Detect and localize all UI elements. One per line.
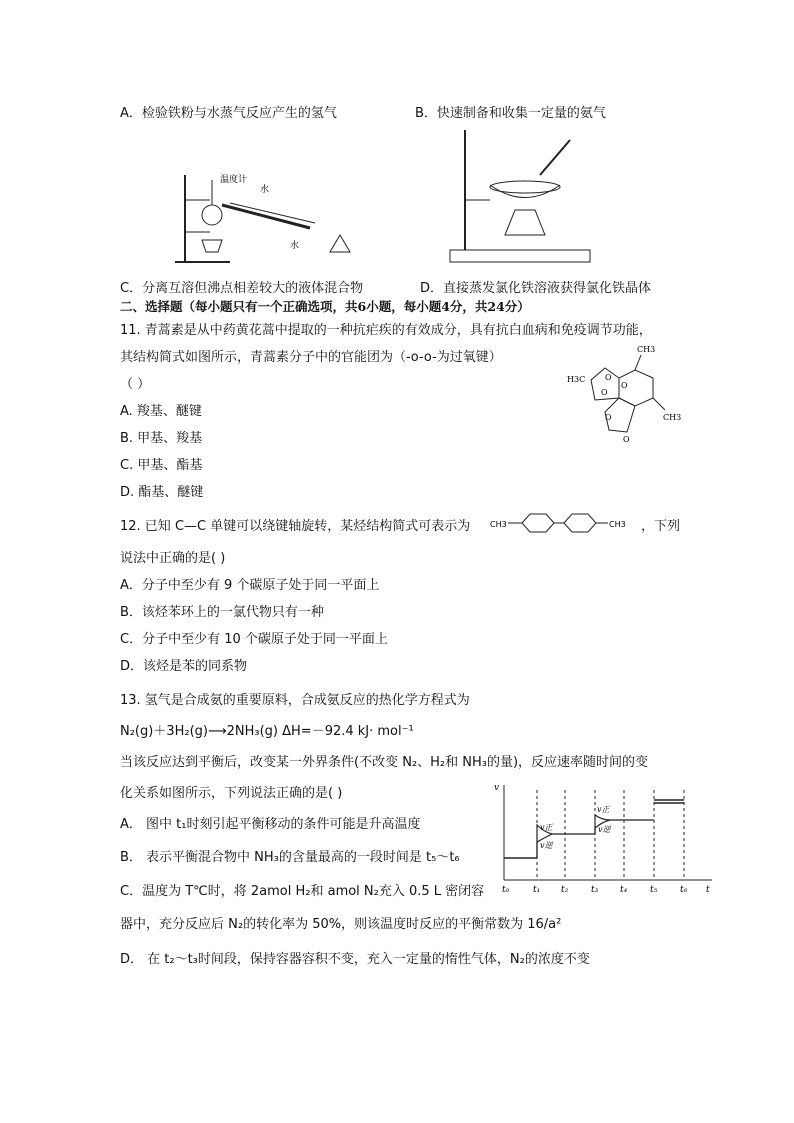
graph-v-forward-label-2: v正 <box>597 805 610 814</box>
water-out-label: 水 <box>290 241 300 251</box>
water-in-label: 水 <box>260 185 270 195</box>
q13-option-a: A． 图中 t₁时刻引起平衡移动的条件可能是升高温度 <box>120 817 421 832</box>
struct-h3c: H3C <box>567 375 586 384</box>
q12-option-a: A．分子中至少有 9 个碳原子处于同一平面上 <box>120 578 380 593</box>
biphenyl-formula <box>490 510 640 536</box>
section-heading: 二、选择题（每小题只有一个正确选项，共6小题，每小题4分，共24分） <box>120 299 530 314</box>
q11-stem-line2: 其结构简式如图所示，青蒿素分子中的官能团为（-o-o-为过氧键） <box>120 350 502 365</box>
q11-answer-paren: （ ） <box>120 377 151 392</box>
artemisinin-structure <box>565 340 685 445</box>
graph-tick-t6: t₆ <box>680 885 688 895</box>
q10-option-a: A．检验铁粉与水蒸气反应产生的氢气 <box>120 106 337 121</box>
graph-tick-t2: t₂ <box>561 885 569 895</box>
struct-o1: O <box>605 373 612 382</box>
q12-stem-end: ，下列 <box>641 519 681 534</box>
distillation-apparatus-figure <box>170 160 370 270</box>
formula-ch3-left: CH3 <box>490 520 507 529</box>
graph-x-axis-label: t <box>706 885 710 895</box>
q12-option-c: C．分子中至少有 10 个碳原子处于同一平面上 <box>120 632 388 647</box>
graph-tick-t4: t₄ <box>620 885 628 895</box>
thermometer-label: 温度计 <box>220 175 248 185</box>
graph-y-axis-label: v <box>494 783 500 793</box>
q11-option-d: D. 酯基、醚键 <box>120 485 204 500</box>
graph-tick-t3: t₃ <box>591 885 599 895</box>
struct-o3: O <box>621 381 628 390</box>
q10-option-b: B．快速制备和收集一定量的氨气 <box>415 106 606 121</box>
q13-option-c-line1: C．温度为 T℃时，将 2amol H₂和 amol N₂充入 0.5 L 密闭容 <box>120 884 485 899</box>
q13-stem-line2: 当该反应达到平衡后，改变某一外界条件(不改变 N₂、H₂和 NH₃的量)，反应速率随时间的变 <box>120 755 649 770</box>
q12-option-b: B．该烃苯环上的一氯代物只有一种 <box>120 605 324 620</box>
rate-time-graph <box>492 780 717 900</box>
graph-tick-t0: t₀ <box>502 885 510 895</box>
struct-o2: O <box>601 388 608 397</box>
q11-option-b: B. 甲基、羧基 <box>120 431 203 446</box>
q10-option-c: C．分离互溶但沸点相差较大的液体混合物 <box>120 281 364 296</box>
q13-stem-line1: 13. 氢气是合成氨的重要原料，合成氨反应的热化学方程式为 <box>120 693 470 708</box>
struct-ch3-top: CH3 <box>637 345 656 354</box>
q13-option-c-line2: 器中，充分反应后 N₂的转化率为 50%，则该温度时反应的平衡常数为 16/a² <box>120 917 562 932</box>
struct-o5: O <box>623 435 630 444</box>
q12-option-d: D．该烃是苯的同系物 <box>120 659 248 674</box>
formula-ch3-right: CH3 <box>609 520 626 529</box>
q13-option-b: B． 表示平衡混合物中 NH₃的含量最高的一段时间是 t₅～t₆ <box>120 850 460 865</box>
struct-ch3-right: CH3 <box>663 413 682 422</box>
q13-stem-line3: 化关系如图所示，下列说法正确的是( ) <box>120 786 343 801</box>
q12-stem-line2: 说法中正确的是( ) <box>120 551 226 566</box>
q11-stem-line1: 11. 青蒿素是从中药黄花蒿中提取的一种抗疟疾的有效成分，具有抗白血病和免疫调节功能， <box>120 323 652 338</box>
q13-equation: N₂(g)＋3H₂(g)⟶2NH₃(g) ΔH=－92.4 kJ· mol⁻¹ <box>120 724 414 739</box>
graph-tick-t5: t₅ <box>650 885 658 895</box>
struct-o4: O <box>605 413 612 422</box>
graph-v-forward-label: v正 <box>540 823 553 832</box>
q11-option-a: A. 羧基、醚键 <box>120 404 202 419</box>
q11-option-c: C. 甲基、酯基 <box>120 458 203 473</box>
q13-option-d: D． 在 t₂～t₃时间段，保持容器容积不变，充入一定量的惰性气体，N₂的浓度不变 <box>120 952 590 967</box>
q12-stem-line1: 12. 已知 C—C 单键可以绕键轴旋转，某烃结构简式可表示为 <box>120 519 471 534</box>
evaporation-apparatus-figure <box>445 125 595 273</box>
graph-tick-t1: t₁ <box>533 885 541 895</box>
q10-option-d: D．直接蒸发氯化铁溶液获得氯化铁晶体 <box>420 281 652 296</box>
graph-v-reverse-label: v逆 <box>540 841 553 850</box>
graph-v-reverse-label-2: v逆 <box>598 825 611 834</box>
